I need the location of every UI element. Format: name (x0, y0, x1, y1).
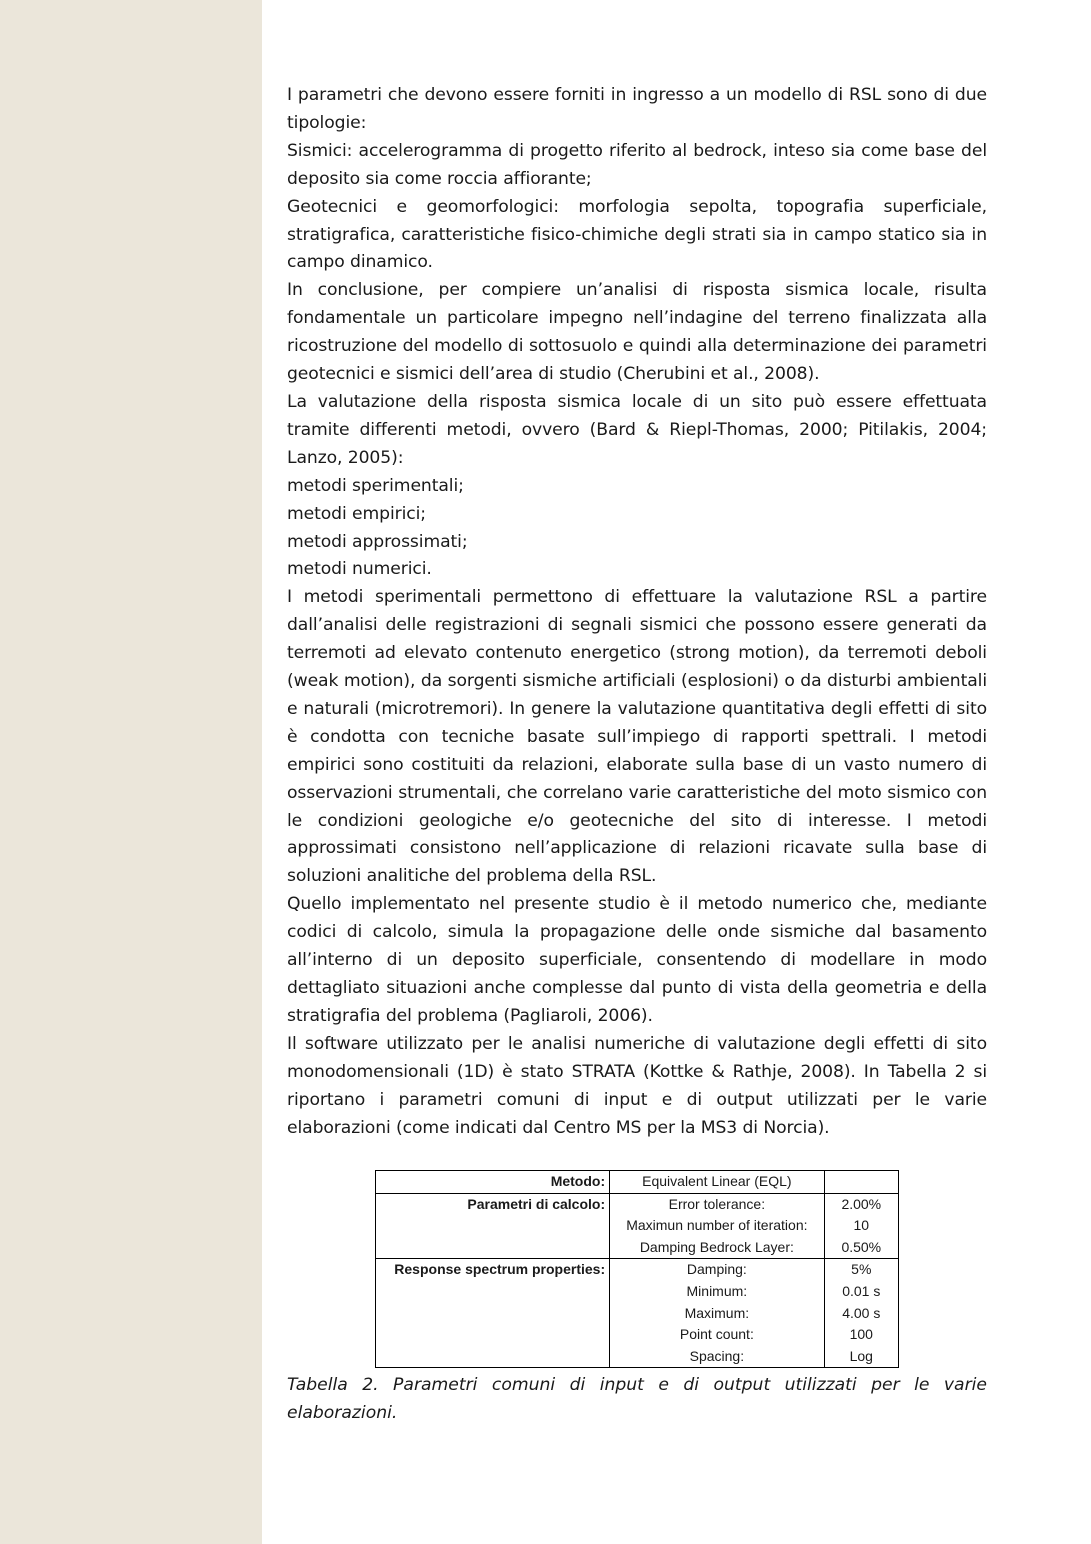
table-row (376, 1193, 899, 1215)
parameters-table-container (375, 1170, 899, 1368)
table-cell-param: Spacing: (610, 1346, 824, 1368)
table-cell-group (376, 1346, 610, 1368)
paragraph: Il software utilizzato per le analisi numeriche di valutazione degli effetti di sito monodomensionali (1D) è stato STRATA (Kottke & Rathje, 2008). In Tabella 2 si riportano i parametri comuni di input e di output utilizzati per le varie elaborazioni (come indicati dal Centro MS per la MS3 di Norcia). (287, 1033, 987, 1138)
table-cell-param: Point count: (610, 1324, 824, 1346)
table-row (376, 1215, 899, 1237)
table-row (376, 1237, 899, 1259)
paragraph: Geotecnici e geomorfologici: morfologia sepolta, topografia superficiale, stratigrafica, caratteristiche fisico-chimiche degli strati sia in campo statico sia in campo dinamico. (287, 196, 987, 273)
table-row (376, 1303, 899, 1325)
table-cell-value: 0.50% (824, 1237, 898, 1259)
table-row (376, 1324, 899, 1346)
table-cell-group (376, 1324, 610, 1346)
paragraph: Quello implementato nel presente studio è il metodo numerico che, mediante codici di calcolo, simula la propagazione delle onde sismiche dal basamento all’interno di un deposito superficiale, consentendo di modellare in modo dettagliato situazioni anche complesse dal punto di vista della geometria e della stratigrafia del problema (Pagliaroli, 2006). (287, 894, 987, 1026)
table-row (376, 1171, 899, 1194)
table-cell-value: 0.01 s (842, 1282, 881, 1299)
parameters-table (375, 1170, 899, 1368)
table-cell-group (376, 1215, 610, 1237)
table-cell-param: Equivalent Linear (EQL) (610, 1171, 824, 1194)
body-text (287, 82, 987, 1142)
list-item: metodi sperimentali; (287, 475, 464, 496)
table-row (376, 1281, 899, 1303)
table-cell-value: 4.00 s (842, 1304, 881, 1321)
table-cell-value: 100 (849, 1326, 873, 1343)
table-cell-value: 2.00% (841, 1195, 882, 1212)
list-item: metodi approssimati; (287, 531, 468, 552)
table-cell-value (824, 1171, 898, 1194)
table-cell-param: Maximun number of iteration: (610, 1215, 824, 1237)
table-cell-param: Damping: (610, 1259, 824, 1281)
paragraph: I parametri che devono essere forniti in ingresso a un modello di RSL sono di due tipologie: (287, 85, 987, 133)
table-cell-value: Log (849, 1347, 873, 1364)
table-cell-value: 5% (851, 1261, 872, 1278)
paragraph: Sismici: accelerogramma di progetto riferito al bedrock, inteso sia come base del deposito sia come roccia affiorante; (287, 140, 987, 189)
table-row (376, 1259, 899, 1281)
list-item: metodi numerici. (287, 559, 432, 580)
table-cell-param: Damping Bedrock Layer: (610, 1237, 824, 1259)
table-row (376, 1346, 899, 1368)
paragraph: In conclusione, per compiere un’analisi di risposta sismica locale, risulta fondamentale un particolare impegno nell’indagine del terreno finalizzata alla ricostruzione del modello di sottosuolo e quindi alla determinazione dei parametri geotecnici e sismici dell’area di studio (Cherubini et al., 2008). (287, 280, 987, 385)
paragraph: I metodi sperimentali permettono di effettuare la valutazione RSL a partire dall’analisi delle registrazioni di segnali sismici che possono essere generati da terremoti ad elevato contenuto energetico (strong motion), da terremoti deboli (weak motion), da sorgenti sismiche artificiali (esplosioni) o da disturbi ambientali e naturali (microtremori). In genere la valutazione quantitativa degli effetti di sito è condotta con tecniche basate sull’impiego di rapporti spettrali. I metodi empirici sono costituiti da relazioni, elaborate sulla base di un vasto numero di osservazioni strumentali, che correlano varie caratteristiche del moto sismico con le condizioni geologiche e/o geotecniche del sito di interesse. I metodi approssimati consistono nell’applicazione di relazioni ricavate sulla base di soluzioni analitiche del problema della RSL. (287, 587, 987, 887)
table-caption: Tabella 2. Parametri comuni di input e di output utilizzati per le varie elaborazioni. (287, 1375, 987, 1423)
table-cell-param: Minimum: (610, 1281, 824, 1303)
paragraph: La valutazione della risposta sismica locale di un sito può essere effettuata tramite differenti metodi, ovvero (Bard & Riepl-Thomas, 2000; Pitilakis, 2004; Lanzo, 2005): (287, 391, 987, 468)
table-cell-value: 10 (853, 1217, 870, 1234)
page-margin-band (0, 0, 262, 1544)
table-cell-group: Parametri di calcolo: (376, 1193, 610, 1215)
table-cell-param: Error tolerance: (610, 1193, 824, 1215)
table-cell-param: Maximum: (610, 1303, 824, 1325)
list-item: metodi empirici; (287, 503, 426, 524)
table-cell-group: Response spectrum properties: (376, 1259, 610, 1281)
table-cell-group (376, 1281, 610, 1303)
table-cell-group (376, 1237, 610, 1259)
table-cell-group (376, 1303, 610, 1325)
table-cell-group: Metodo: (376, 1171, 610, 1194)
